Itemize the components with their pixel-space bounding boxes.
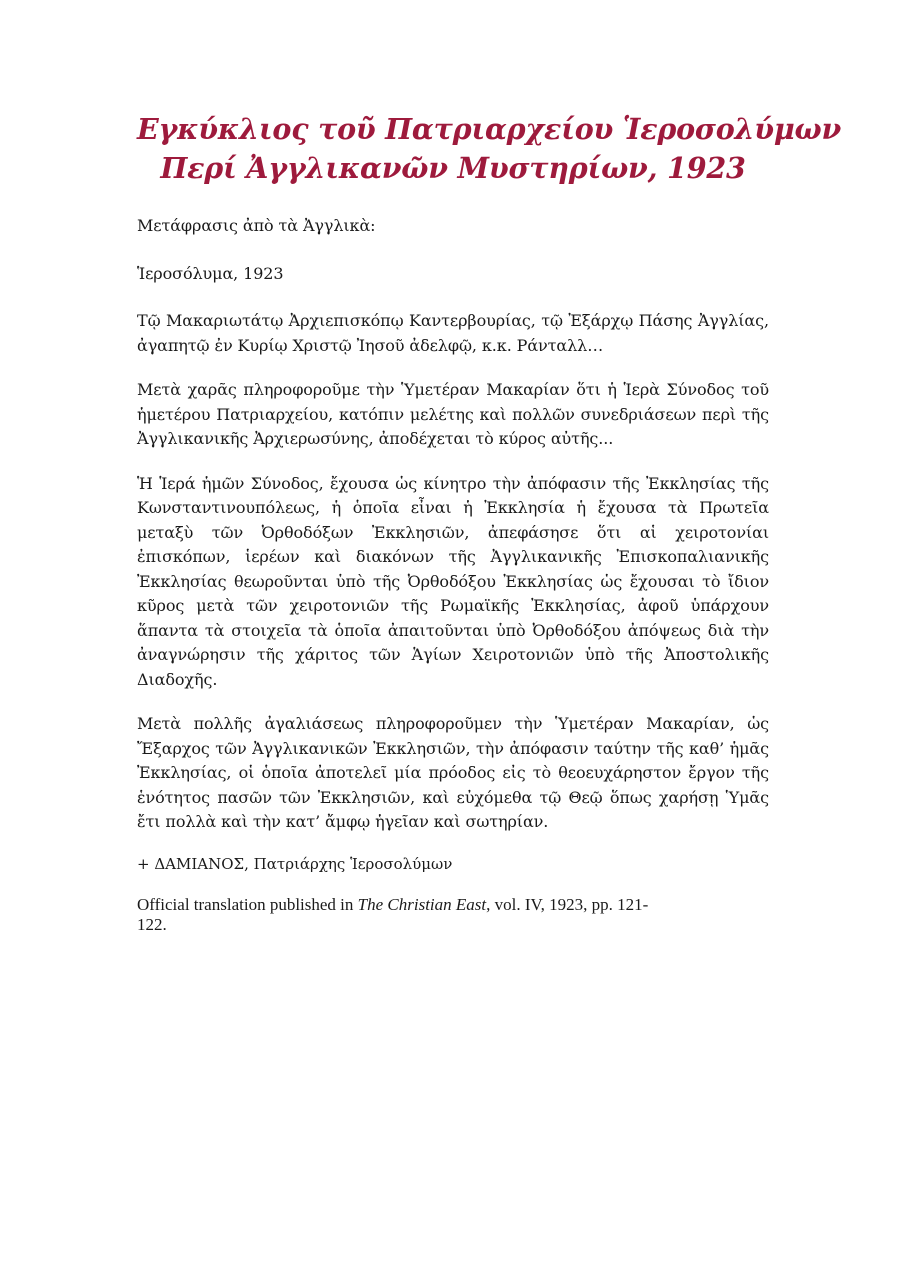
document-page <box>137 110 842 935</box>
title-line-2: Περί Ἀγγλικανῶν Μυστηρίων, 1923 <box>160 151 746 185</box>
source-prefix: Official translation published in <box>137 894 358 914</box>
source-note <box>137 895 677 935</box>
source-suffix: , vol. IV, 1923, pp. 121-122. <box>137 894 649 934</box>
source-title: The Christian East <box>357 894 487 914</box>
body-paragraph-2: Ἡ Ἱερά ἡμῶν Σύνοδος, ἔχουσα ὡς κίνητρο τὴν ἀπόφασιν τῆς Ἐκκλησίας τῆς Κωνσταντινουπόλεως, ἡ ὁποῖα εἶναι ἡ Ἐκκλησία ἡ ἔχουσα τὰ Πρωτεῖα μεταξὺ τῶν Ὀρθοδόξων Ἐκκλησιῶν, ἀπεφάσησε ὅτι αἱ χειροτονίαι ἐπισκόπων, ἱερέων καὶ διακόνων τῆς Ἀγγλικανικῆς Ἐπισκοπαλιανικῆς Ἐκκλησίας θεωροῦνται ὑπὸ τῆς Ὀρθοδόξου Ἐκκλησίας ὡς ἔχουσαι τὸ ἴδιον κῦρος μετὰ τῶν χειροτονιῶν τῆς Ρωμαϊκῆς Ἐκκλησίας, ἀφοῦ ὑπάρχουν ἅπαντα τὰ στοιχεῖα τὰ ὁποῖα ἀπαιτοῦνται ὑπὸ Ὀρθοδόξου ἀπόψεως διὰ τὴν ἀναγνώρησιν τῆς χάριτος τῶν Ἁγίων Χειροτονιῶν ὑπὸ τῆς Ἀποστολικῆς Διαδοχῆς. <box>137 473 769 689</box>
signature: + ΔΑΜΙΑΝΟΣ, Πατριάρχης Ἱεροσολύμων <box>137 854 453 873</box>
translation-note: Μετάφρασις ἀπὸ τὰ Ἀγγλικὰ: <box>137 216 376 235</box>
body-paragraph-1: Μετὰ χαρᾶς πληροφοροῦμε τὴν Ὑμετέραν Μακαρίαν ὅτι ἡ Ἱερὰ Σύνοδος τοῦ ἡμετέρου Πατριαρχείου, κατόπιν μελέτης καὶ πολλῶν συνεδριάσεων περὶ τῆς Ἀγγλικανικῆς Ἀρχιερωσύνης, ἀποδέχεται τὸ κύρος αὐτῆς... <box>137 380 769 448</box>
body-paragraph-3: Μετὰ πολλῆς ἀγαλιάσεως πληροφοροῦμεν τὴν Ὑμετέραν Μακαρίαν, ὡς Ἔξαρχος τῶν Ἀγγλικανικῶν Ἐκκλησιῶν, τὴν ἀπόφασιν ταύτην τῆς καθ’ ἡμᾶς Ἐκκλησίας, οἱ ὁποῖα ἀποτελεῖ μία πρόοδος εἰς τὸ θεοευχάρηστον ἔργον τῆς ἑνότητος πασῶν τῶν Ἐκκλησιῶν, καὶ εὐχόμεθα τῷ Θεῷ ὅπως χαρήσῃ Ὑμᾶς ἔτι πολλὰ καὶ τὴν κατ’ ἄμφῳ ἡγεῖαν καὶ σωτηρίαν. <box>137 714 769 831</box>
salutation: Τῷ Μακαριωτάτῳ Ἀρχιεπισκόπῳ Καντερβουρίας, τῷ Ἐξάρχῳ Πάσης Ἀγγλίας, ἀγαπητῷ ἐν Κυρίῳ Χριστῷ Ἰησοῦ ἀδελφῷ, κ.κ. Ράνταλλ… <box>137 311 769 355</box>
place-date: Ἱεροσόλυμα, 1923 <box>137 263 284 283</box>
title-line-1: Εγκύκλιος τοῦ Πατριαρχείου Ἱεροσολύμων <box>137 112 842 146</box>
document-title <box>137 110 842 188</box>
